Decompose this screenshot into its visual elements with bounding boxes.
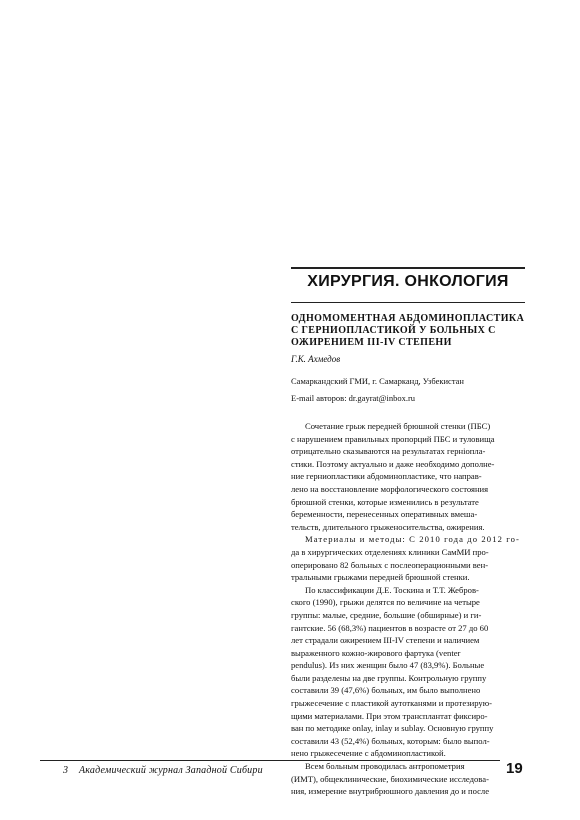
body-line: щими материалами. При этом трансплантат фиксиро- [291,710,488,721]
section-top-rule [291,267,525,269]
body-line: оперировано 82 больных с послеоперационными вен- [291,559,489,570]
body-line: тральными грыжами передней брюшной стенки. [291,572,470,583]
body-line: По классификации Д.Е. Тоскина и Т.Т. Жебров- [305,584,479,595]
body-line: ние герниопластики абдоминопластике, что направ- [291,471,482,482]
article-title-line: ОДНОМОМЕНТНАЯ АБДОМИНОПЛАСТИКА [291,313,525,324]
body-line: отрицательно сказываются на результатах гернiопла- [291,446,486,457]
author-name: Г.К. Ахмедов [291,354,341,364]
body-line: Всем больным проводилась антропометрия [305,761,465,772]
section-bottom-rule [291,302,525,303]
body-line: нено грыжесечение с абдоминопластикой. [291,748,446,759]
body-line: беременности, перенесенных оперативных вмеша- [291,509,478,520]
body-line: лет страдали ожирением III-IV степени и наличием [291,635,480,646]
body-line: (ИМТ), общеклинические, биохимические исследова- [291,773,489,784]
body-line: с нарушением правильных пропорций ПБС и туловища [291,433,495,444]
footer-rule [40,760,500,761]
body-line: выраженного кожно-жирового фартука (venter [291,647,461,658]
body-line: да в хирургических отделениях клиники СамМИ про- [291,546,489,557]
article-title-line: ОЖИРЕНИЕМ III-IV СТЕПЕНИ [291,337,452,348]
body-line: pendulus). Из них женщин было 47 (83,9%). Больные [291,660,485,671]
body-line: были разделены на две группы. Контрольную группу [291,672,487,683]
body-line: составили 39 (47,6%) больных, им было выполнено [291,685,481,696]
body-line: тельств, длительного грыженосительства, ожирения. [291,521,485,532]
body-line: стики. Поэтому актуально и даже необходимо дополне- [291,458,495,469]
author-affiliation: Самаркандский ГМИ, г. Самарканд, Узбекистан [291,376,464,386]
body-line: лено на восстановление морфологического состояния [291,483,489,494]
body-line: гантские. 56 (68,3%) пациентов в возрасте от 27 до 60 [291,622,489,633]
article-title [291,313,531,349]
body-line: ван по методике onlay, inlay и sublay. Основную группу [291,723,494,734]
body-line: составили 43 (52,4%) больных, которым: было выпол- [291,735,490,746]
article-title-line: С ГЕРНИОПЛАСТИКОЙ У БОЛЬНЫХ С [291,325,496,336]
journal-name: Академический журнал Западной Сибири [79,765,263,776]
issue-number: 3 [63,765,68,776]
body-line: Материалы и методы: С 2010 года до 2012 го- [305,534,521,545]
page-number: 19 [506,760,523,777]
body-line: ского (1990), грыжи делятся по величине на четыре [291,597,480,608]
body-line: брюшной стенки, которые изменились в результате [291,496,479,507]
body-line: Сочетание грыж передней брюшной стенки (ПБС) [305,421,491,431]
body-line: грыжесечение с пластикой аутотканями и протезирую- [291,698,492,709]
article-body [291,420,527,798]
body-line: ния, измерение внутрибрюшного давления до и после [291,786,490,797]
section-title: ХИРУРГИЯ. ОНКОЛОГИЯ [307,273,509,290]
body-line: группы: малые, средние, большие (обширные) и ги- [291,609,482,620]
author-email: E-mail авторов: dr.gayrat@inbox.ru [291,393,416,403]
